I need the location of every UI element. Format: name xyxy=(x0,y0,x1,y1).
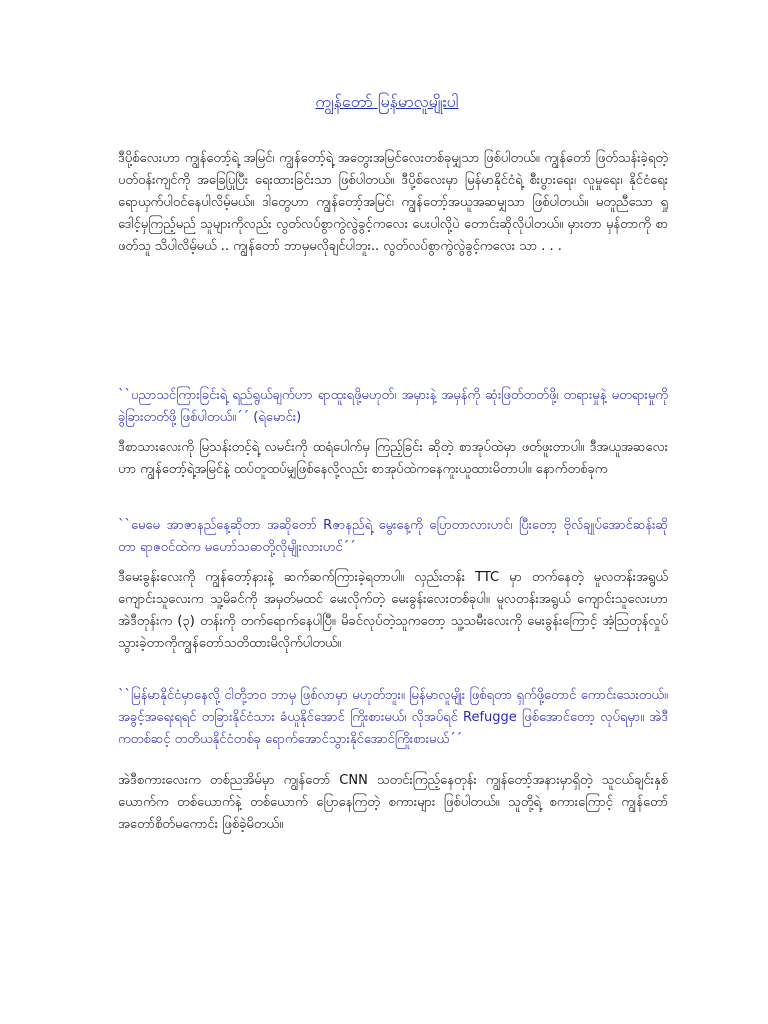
document-page xyxy=(112,0,668,1024)
quote-paragraph-2: ``မေမေ အာဇာနည်နေ့ဆိုတာ အဆိုတော် Rဇာနည်ရဲ့ မွေးနေ့ကို ပြောတာလားဟင်၊ ပြီးတော့ ဗိုလ်ချုပ်အောင်ဆန်းဆိုတာ ရာဇဝင်ထဲက မဟော်သဓာတို့လိုမျိုးလားဟင်´´ xyxy=(118,518,668,555)
body-paragraph-1: ဒီစာသားလေးကို မြသန်းတင့်ရဲ့ လမင်းကို ထရံပေါက်မှ ကြည့်ခြင်း ဆိုတဲ့ စာအုပ်ထဲမှာ ဖတ်ဖူးတာပါ။ ဒီအယူအဆလေးဟာ ကျွန်တော့်ရဲ့အမြင်နဲ့ ထပ်တူထပ်မျှဖြစ်နေလို့လည်း စာအုပ်ထဲကနေကူးယူထားမိတာပါ။ နောက်တစ်ခုက xyxy=(118,440,668,477)
quote-paragraph-3: ``မြန်မာနိုင်ငံမှာနေလို့ ငါတို့ဘဝ ဘာမှ ဖြစ်လာမှာ မဟုတ်ဘူး။ မြန်မာလူမျိုး ဖြစ်ရတာ ရှက်ဖို့တောင် ကောင်းသေးတယ်။ အခွင့်အရေးရရင် တခြားနိုင်ငံသား ခံယူနိုင်အောင် ကြိုးစားမယ်၊ လိုအပ်ရင် Refugge ဖြစ်အောင်တော့ လုပ်ရမှာ။ အဲဒီကတစ်ဆင့် တတိယနိုင်ငံတစ်ခု ရောက်အောင်သွားနိုင်အောင်ကြိုးစားမယ်´´ xyxy=(118,688,668,747)
document-title: ကျွန်တော် မြန်မာလူမျိုးပါ xyxy=(315,92,459,111)
body-paragraph-3: အဲဒီစကားလေးက တစ်ညအိမ်မှာ ကျွန်တော် CNN သတင်းကြည့်နေတုန်း ကျွန်တော့်အနားမှာရှိတဲ့ သူငယ်ချင်းနှစ်ယောက်က တစ်ယောက်နဲ့ တစ်ယောက် ပြောနေကြတဲ့ စကားများ ဖြစ်ပါတယ်။ သူတို့ရဲ့ စကားကြောင့် ကျွန်တော် အတော်စိတ်မကောင်း ဖြစ်ခဲ့မိတယ်။ xyxy=(118,773,668,832)
body-paragraph-2: ဒီမေးခွန်းလေးကို ကျွန်တော့်နားနဲ့ ဆက်ဆက်ကြားခဲ့ရတာပါ။ လှည်းတန်း TTC မှာ တက်နေတဲ့ မူလတန်းအရွယ် ကျောင်းသူလေးက သူ့မိခင်ကို အမှတ်မထင် မေးလိုက်တဲ့ မေးခွန်းလေးတစ်ခုပါ။ မူလတန်းအရွယ် ကျောင်းသူလေးဟာ အဲဒီတုန်းက (၃) တန်းကို တက်ရောက်နေပါပြီ။ မိခင်လုပ်တဲ့သူကတော့ သူ့သမီးလေးကို မေးခွန်းကြောင့် အံ့သြတုန်လှုပ်သွားခဲ့တာကိုကျွန်တော်သတိထားမိလိုက်ပါတယ်။ xyxy=(118,570,668,651)
quote-paragraph-1: ``ပညာသင်ကြားခြင်းရဲ့ ရည်ရွယ်ချက်ဟာ ရာထူးရဖို့မဟုတ်၊ အမှားနဲ့ အမှန်ကို ဆုံးဖြတ်တတ်ဖို့၊ တရားမှုနဲ့ မတရားမှုကို ခွဲခြားတတ်ဖို့ ဖြစ်ပါတယ်။´´ (ရဲမောင်း) xyxy=(118,388,668,425)
intro-paragraph: ဒီပို့စ်လေးဟာ ကျွန်တော့်ရဲ့ အမြင်၊ ကျွန်တော့်ရဲ့ အတွေးအမြင်လေးတစ်ခုမျှသာ ဖြစ်ပါတယ်။ ကျွန်တော် ဖြတ်သန်းခဲ့ရတဲ့ ပတ်ဝန်းကျင်ကို အခြေပြုပြီး ရေးထားခြင်းသာ ဖြစ်ပါတယ်။ ဒီပို့စ်လေးမှာ မြန်မာနိုင်ငံရဲ့ စီးပွားရေး၊ လူမှုရေး၊ နိုင်ငံရေး ရောယှက်ပါဝင်နေပါလိမ့်မယ်။ ဒါတွေဟာ ကျွန်တော့်အမြင်၊ ကျွန်တော့်အယူအဆမျှသာ ဖြစ်ပါတယ်။ မတူညီသော ရှုဒေါင့်မှကြည့်မည် သူများကိုလည်း လွတ်လပ်စွာကွဲလွဲခွင့်ကလေး ပေးပါလို့ပဲ တောင်းဆိုလိုပါတယ်။ မှားတာ မှန်တာကို စာဖတ်သူ သိပါလိမ့်မယ် .. ကျွန်တော် ဘာမှမလိုချင်ပါဘူး.. လွတ်လပ်စွာကွဲလွဲခွင့်ကလေး သာ . . . xyxy=(118,151,668,254)
